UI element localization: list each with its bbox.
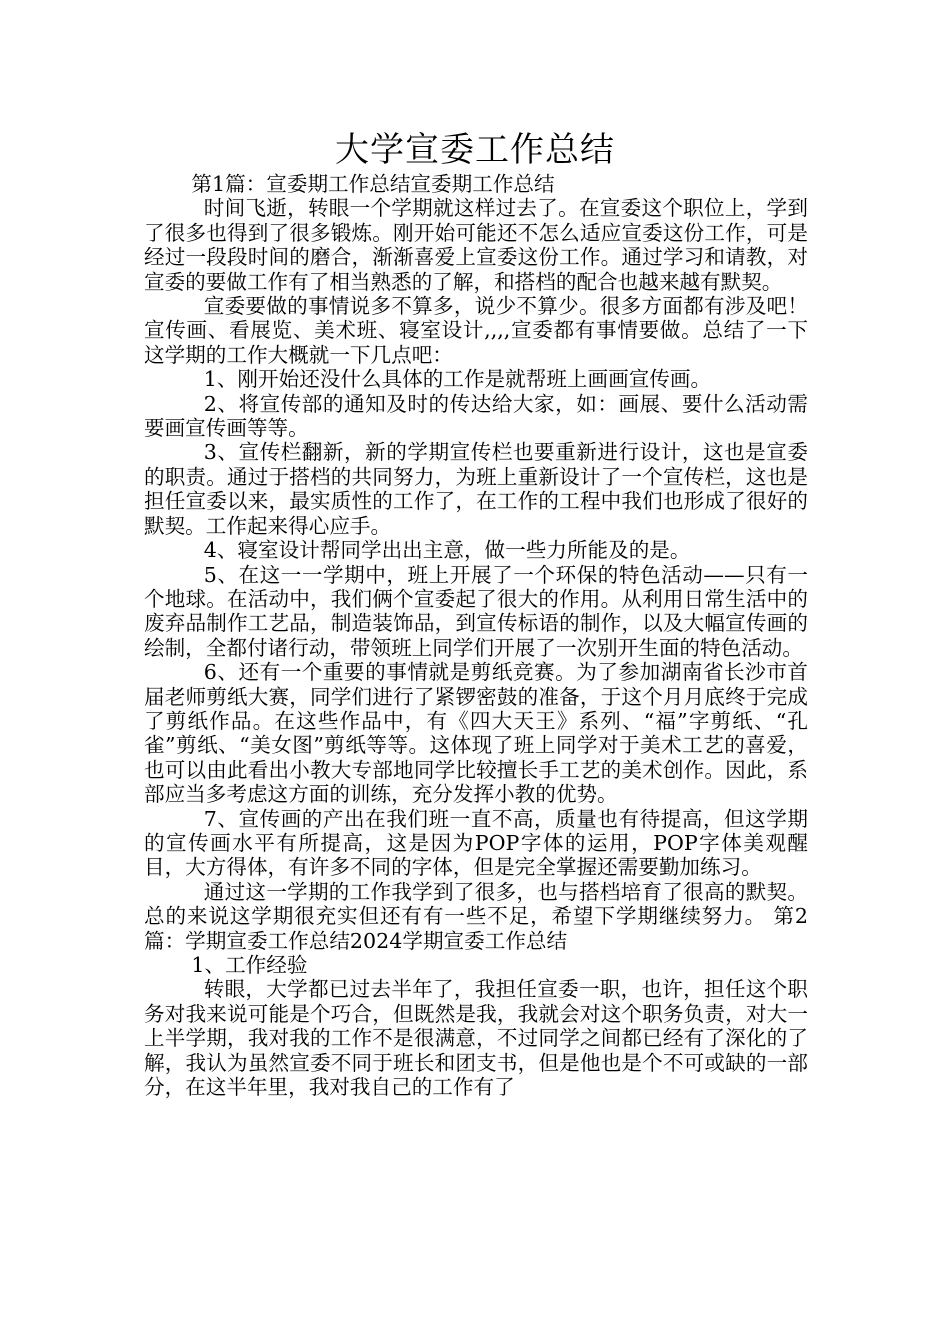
document-title: 大学宣委工作总结 [335, 130, 615, 170]
section-heading-1: 第1篇：宣委期工作总结宣委期工作总结 [191, 172, 555, 196]
document-body [144, 172, 808, 1099]
paragraph: 时间飞逝，转眼一个学期就这样过去了。在宣委这个职位上，学到了很多也得到了很多锻炼。刚开始可能还不怎么适应宣委这份工作，可是经过一段段时间的磨合，渐渐喜爱上宣委这份工作。通过学习和请教，对宣委的要做工作有了相当熟悉的了解，和搭档的配合也越来越有默契。 [144, 196, 808, 294]
list-item: 6、还有一个重要的事情就是剪纸竞赛。为了参加湖南省长沙市首届老师剪纸大赛，同学们进行了紧锣密鼓的准备，于这个月月底终于完成了剪纸作品。在这些作品中，有《四大天王》系列、“福”字剪纸、“孔雀”剪纸、“美女图”剪纸等等。这体现了班上同学对于美术工艺的喜爱，也可以由此看出小教大专部地同学比较擅长手工艺的美术创作。因此，系部应当多考虑这方面的训练，充分发挥小教的优势。 [144, 660, 808, 807]
section-subheading: 1、工作经验 [191, 953, 308, 977]
paragraph: 通过这一学期的工作我学到了很多，也与搭档培育了很高的默契。总的来说这学期很充实但还有有一些不足，希望下学期继续努力。 第2篇：学期宣委工作总结2024学期宣委工作总结 [144, 879, 808, 953]
list-item: 2、将宣传部的通知及时的传达给大家，如：画展、要什么活动需要画宣传画等等。 [144, 391, 808, 441]
paragraph: 宣委要做的事情说多不算多，说少不算少。很多方面都有涉及吧！宣传画、看展览、美术班、寝室设计,,,,宣委都有事情要做。总结了一下这学期的工作大概就一下几点吧： [144, 294, 808, 367]
list-item: 3、宣传栏翻新，新的学期宣传栏也要重新进行设计，这也是宣委的职责。通过于搭档的共同努力，为班上重新设计了一个宣传栏，这也是担任宣委以来，最实质性的工作了，在工作的工程中我们也形成了很好的默契。工作起来得心应手。 [144, 440, 808, 538]
list-item: 5、在这一一学期中，班上开展了一个环保的特色活动——只有一个地球。在活动中，我们俩个宣委起了很大的作用。从利用日常生活中的废弃品制作工艺品，制造装饰品，到宣传标语的制作，以及大幅宣传画的绘制，全都付诸行动，带领班上同学们开展了一次别开生面的特色活动。 [144, 562, 808, 660]
list-item: 7、宣传画的产出在我们班一直不高，质量也有待提高，但这学期的宣传画水平有所提高，这是因为POP字体的运用，POP字体美观醒目，大方得体，有许多不同的字体，但是完全掌握还需要勤加练习。 [144, 806, 808, 880]
list-item: 4、寝室设计帮同学出出主意，做一些力所能及的是。 [203, 538, 691, 563]
paragraph: 转眼，大学都已过去半年了，我担任宣委一职，也许，担任这个职务对我来说可能是个巧合，但既然是我，我就会对这个职务负责，对大一上半学期，我对我的工作不是很满意，不过同学之间都已经有了深化的了解，我认为虽然宣委不同于班长和团支书，但是他也是个不可或缺的一部分，在这半年里，我对我自己的工作有了 [144, 977, 808, 1100]
list-item: 1、刚开始还没什么具体的工作是就帮班上画画宣传画。 [203, 367, 712, 392]
